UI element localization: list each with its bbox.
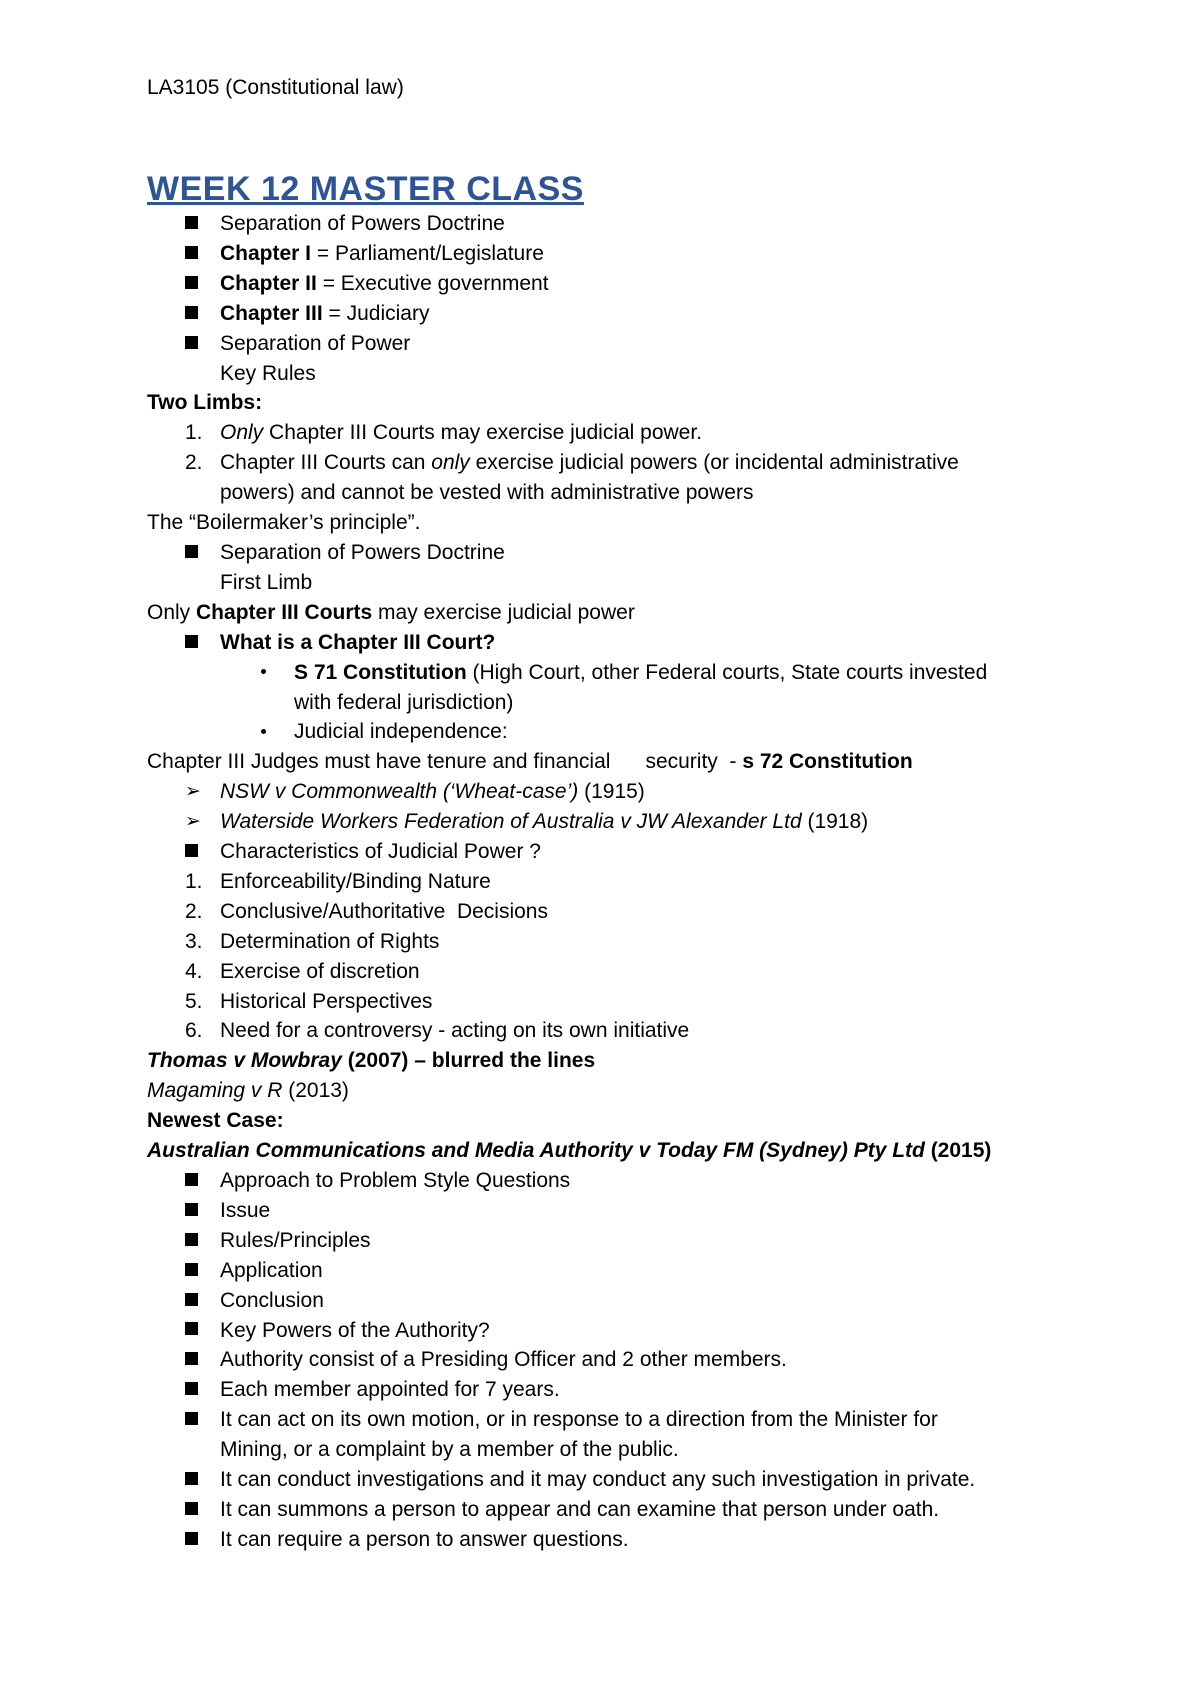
numbered-item: 4. Exercise of discretion xyxy=(185,959,420,983)
square-bullet-icon xyxy=(185,1286,215,1316)
bullet-item: It can require a person to answer questions. xyxy=(147,1525,1157,1555)
case-item: ➢ Waterside Workers Federation of Australia v JW Alexander Ltd (1918) xyxy=(147,807,1157,837)
square-bullet-icon xyxy=(185,538,215,568)
dot-bullet-icon xyxy=(259,658,289,688)
case-line: Thomas v Mowbray (2007) – blurred the lines xyxy=(147,1049,596,1073)
square-bullet-icon xyxy=(185,1345,215,1375)
boilermaker-text: The “Boilermaker’s principle”. xyxy=(147,511,421,535)
square-bullet-icon xyxy=(185,269,215,299)
dot-item: Judicial independence: xyxy=(147,717,1157,747)
square-bullet-icon xyxy=(185,1495,215,1525)
bullet-item: Chapter II = Executive government xyxy=(147,269,1157,299)
numbered-item: 5. Historical Perspectives xyxy=(185,989,433,1013)
square-bullet-icon xyxy=(185,299,215,329)
arrow-bullet-icon: ➢ xyxy=(185,781,201,803)
square-bullet-icon xyxy=(185,1226,215,1256)
dot-item: S 71 Constitution (High Court, other Federal courts, State courts invested xyxy=(147,658,1157,688)
bullet-item: Conclusion xyxy=(147,1286,1157,1316)
two-limbs-heading: Two Limbs: xyxy=(147,391,263,415)
bullet-item: It can summons a person to appear and can examine that person under oath. xyxy=(147,1495,1157,1525)
square-bullet-icon xyxy=(185,628,215,658)
bullet-item: Chapter III = Judiciary xyxy=(147,299,1157,329)
square-bullet-icon xyxy=(185,1405,215,1435)
bullet-item: Approach to Problem Style Questions xyxy=(147,1166,1157,1196)
square-bullet-icon xyxy=(185,1256,215,1286)
dot-item-continuation: with federal jurisdiction) xyxy=(294,690,514,714)
document-body xyxy=(147,209,1157,1555)
square-bullet-icon xyxy=(185,1316,215,1346)
numbered-item: 1. Only Chapter III Courts may exercise judicial power. xyxy=(185,421,703,445)
sub-heading: Key Rules xyxy=(220,361,316,385)
bullet-item: What is a Chapter III Court? xyxy=(147,628,1157,658)
numbered-item: 2. Chapter III Courts can only exercise judicial powers (or incidental administrative xyxy=(185,451,959,475)
case-item: ➢ NSW v Commonwealth (‘Wheat-case’) (1915) xyxy=(147,777,1157,807)
dot-bullet-icon xyxy=(259,717,289,747)
bullet-item: Separation of Power xyxy=(147,329,1157,359)
paragraph: Chapter III Judges must have tenure and financial security - s 72 Constitution xyxy=(147,750,913,774)
arrow-bullet-icon: ➢ xyxy=(185,811,201,833)
square-bullet-icon xyxy=(185,1465,215,1495)
numbered-item-continuation: powers) and cannot be vested with administrative powers xyxy=(220,481,754,505)
square-bullet-icon xyxy=(185,1375,215,1405)
bullet-item: Characteristics of Judicial Power ? xyxy=(147,837,1157,867)
course-header: LA3105 (Constitutional law) xyxy=(147,76,404,99)
bullet-item: Issue xyxy=(147,1196,1157,1226)
square-bullet-icon xyxy=(185,1166,215,1196)
bullet-item: Authority consist of a Presiding Officer and 2 other members. xyxy=(147,1345,1157,1375)
square-bullet-icon xyxy=(185,1196,215,1226)
numbered-item: 1. Enforceability/Binding Nature xyxy=(185,869,491,893)
bullet-item: Chapter I = Parliament/Legislature xyxy=(147,239,1157,269)
sub-heading: First Limb xyxy=(220,570,313,594)
square-bullet-icon xyxy=(185,329,215,359)
case-line: Magaming v R (2013) xyxy=(147,1079,349,1103)
bullet-item: Application xyxy=(147,1256,1157,1286)
newest-case-heading: Newest Case: xyxy=(147,1109,284,1133)
square-bullet-icon xyxy=(185,209,215,239)
bullet-item-continuation: Mining, or a complaint by a member of the public. xyxy=(220,1438,679,1462)
square-bullet-icon xyxy=(185,239,215,269)
numbered-item: 3. Determination of Rights xyxy=(185,929,440,953)
bullet-item: It can act on its own motion, or in response to a direction from the Minister for xyxy=(147,1405,1157,1435)
bullet-item: It can conduct investigations and it may conduct any such investigation in private. xyxy=(147,1465,1157,1495)
paragraph: Only Chapter III Courts may exercise judicial power xyxy=(147,600,635,624)
bullet-item: Each member appointed for 7 years. xyxy=(147,1375,1157,1405)
bullet-item: Separation of Powers Doctrine xyxy=(147,538,1157,568)
bullet-item: Key Powers of the Authority? xyxy=(147,1316,1157,1346)
square-bullet-icon xyxy=(185,1525,215,1555)
numbered-item: 2. Conclusive/Authoritative Decisions xyxy=(185,899,548,923)
square-bullet-icon xyxy=(185,837,215,867)
case-line: Australian Communications and Media Authority v Today FM (Sydney) Pty Ltd (2015) xyxy=(147,1139,992,1163)
page-title: WEEK 12 MASTER CLASS xyxy=(147,170,584,208)
bullet-item: Rules/Principles xyxy=(147,1226,1157,1256)
bullet-item: Separation of Powers Doctrine xyxy=(147,209,1157,239)
numbered-item: 6. Need for a controversy - acting on its own initiative xyxy=(185,1019,690,1043)
